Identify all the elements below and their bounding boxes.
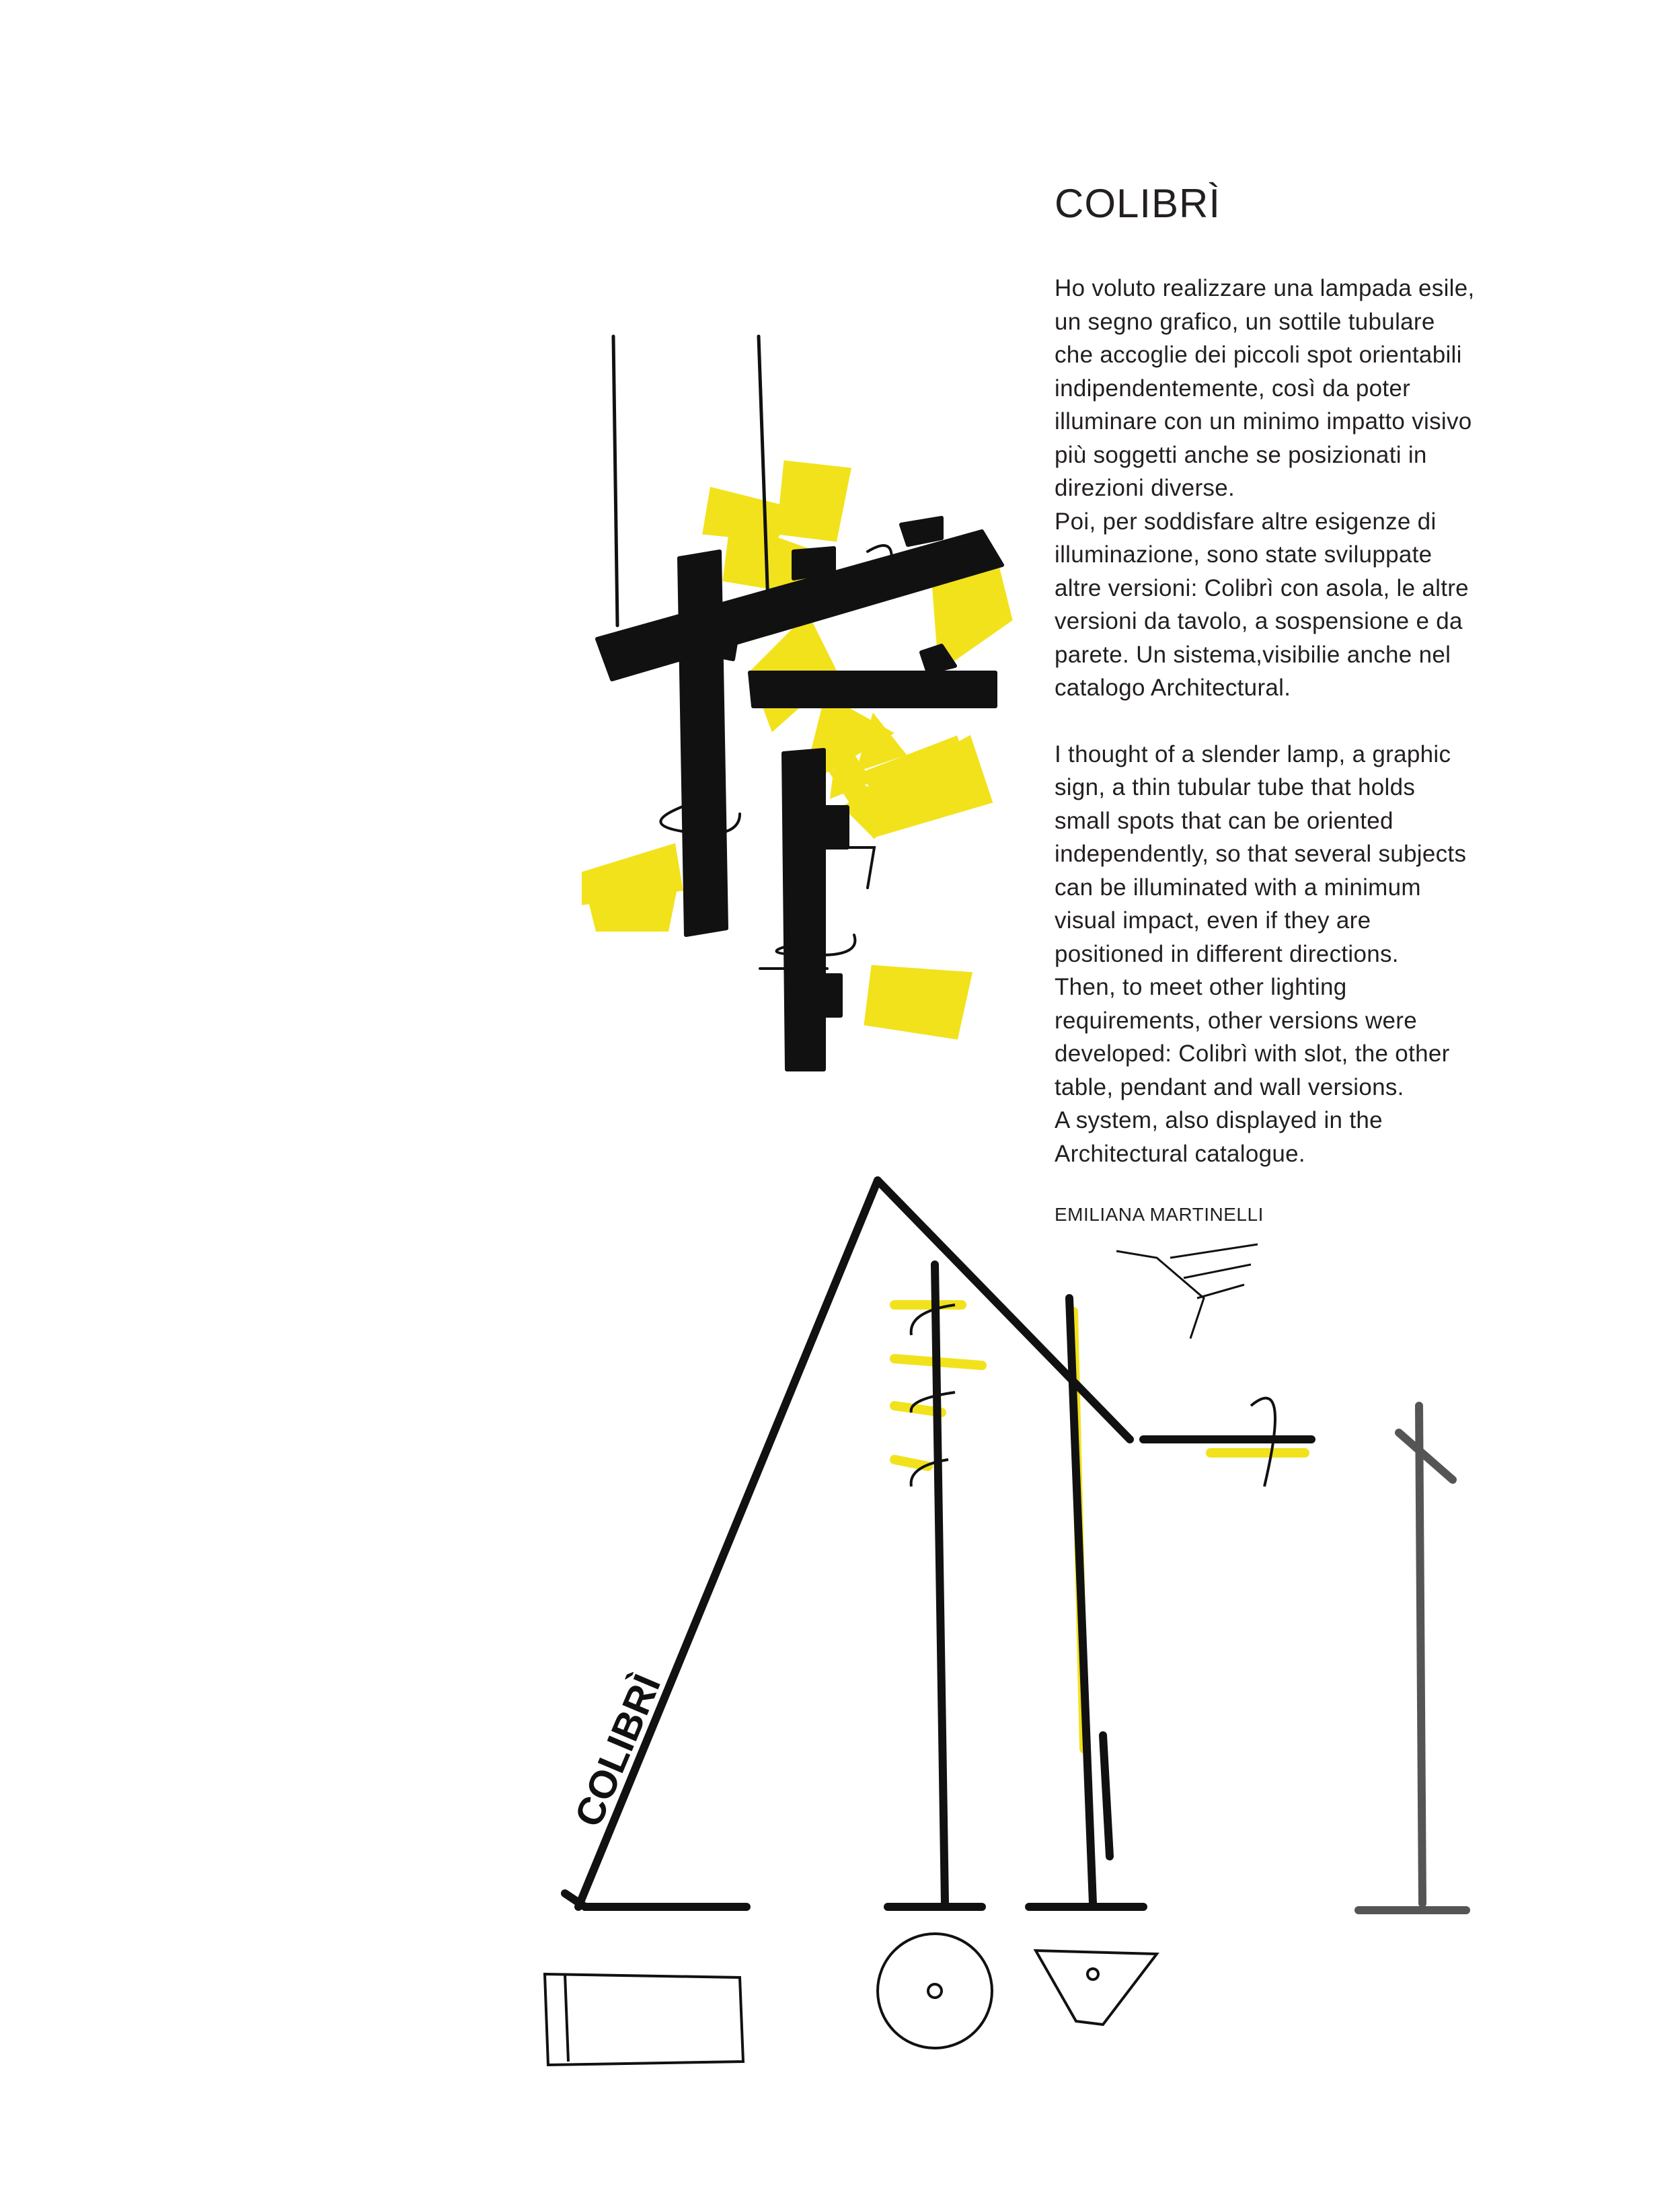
lamp-lines [565,1180,1311,1907]
handwritten-colibri-label: COLIBRÌ [566,1668,670,1834]
english-description: I thought of a slender lamp, a graphic sign, a thin tubular tube that holds small spots that can be oriented independently, so that several subjects can be illuminated with a minimum visual impact, even if they are positioned in different directions. Then, to meet other lighting requirements, other versions were developed: Colibrì with slot, the other table, pendant and wall versions. A system, also displayed in the Architectural catalogue. [1055,741,1467,1167]
yellow-accents [894,1305,1305,1749]
lamp-bases [545,1934,1157,2065]
page-title: COLIBRÌ [1055,181,1221,226]
spot-rotation-marks [911,1305,1275,1486]
italian-description: Ho voluto realizzare una lampada esile, un segno grafico, un sottile tubulare che accoglie dei piccoli spot orientabili indipendentemente, così da poter illuminare con un minimo impatto visivo più soggetti anche se posizionati in direzioni diverse. Poi, per soddisfare altre esigenze di illuminazione, sono state sviluppate altre versioni: Colibrì con asola, le altre versioni da tavolo, a sospensione e da parete. Un sistema,visibilie anche nel catalogo Architectural. [1055,275,1475,701]
wall-lamp [1359,1406,1466,1910]
author-name: EMILIANA MARTINELLI [1055,1204,1264,1225]
article-text-column [1055,182,1525,1225]
hummingbird-icon [1116,1244,1258,1338]
